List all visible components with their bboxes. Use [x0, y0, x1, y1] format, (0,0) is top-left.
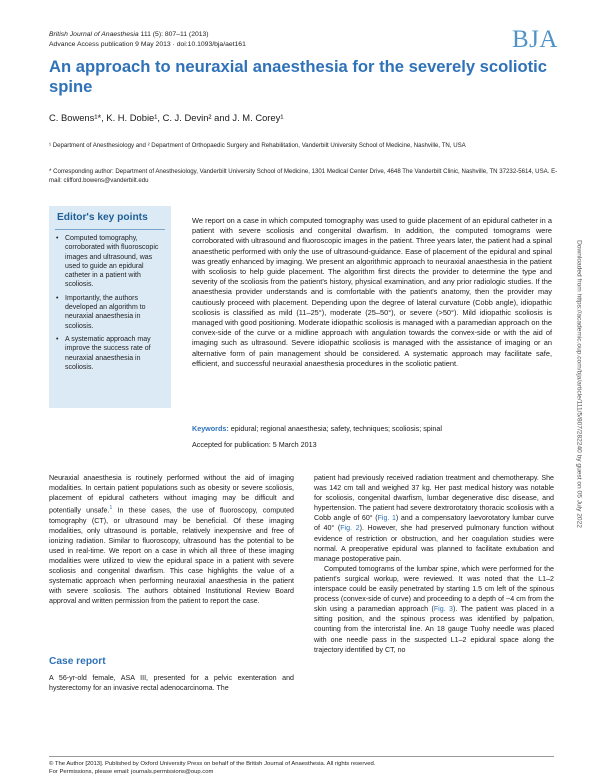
author-list: C. Bowens¹*, K. H. Dobie¹, C. J. Devin² and J. M. Corey¹: [49, 112, 284, 123]
keywords-text: epidural; regional anaesthesia; safety, techniques; scoliosis; spinal: [228, 424, 442, 433]
key-points-box: [49, 206, 171, 408]
journal-volume: 111 (5): 807–11 (2013): [138, 31, 209, 38]
body-column-left: [49, 473, 294, 607]
body-paragraph: Neuraxial anaesthesia is routinely performed without the aid of imaging modalities. In certain patient populations such as obesity or severe scoliosis, placement of epidural catheters without imaging may be difficult and potentially unsafe.$^1$ In these cases, the use of fluoroscopy, computed tomography (CT), or ultrasound may be beneficial. Of these imaging modalities, only ultrasound is portable, relatively inexpensive and free of ionizing radiation. Similar to fluoroscopy, ultrasound has the potential to be used in real-time. We report on a case in which all three of these imaging modalities were utilized to view the epidural space in a patient with severe scoliosis and congenital dwarfism. This case highlights the value of a systematic approach when performing neuraxial anaesthesia in the patient with severe scoliosis. The authors obtained Institutional Review Board approval and written permission from the patient to report the case.: [49, 474, 294, 606]
body-column-right: [314, 473, 554, 655]
journal-name: British Journal of Anaesthesia: [49, 31, 139, 38]
key-point-item: • Computed tomography, corroborated with fluoroscopic images and ultrasound, was used to guide an epidural catheter in a patient with scoliosis.: [55, 234, 167, 290]
journal-header: [49, 30, 246, 49]
copyright-line: © The Author [2013]. Published by Oxford University Press on behalf of the British Journal of Anaesthesia. All rights reserved.: [49, 761, 376, 767]
corresponding-author: * Corresponding author: Department of Anesthesiology, Vanderbilt University School of Medicine, 1301 Medical Center Drive, 4648 The Vanderbilt Clinic, Nashville, TN 37232-5614, USA. E-mail: clifford.bowens@vanderbilt.edu: [49, 168, 558, 185]
key-points-heading: Editor's key points: [57, 212, 148, 223]
reference-link[interactable]: 1: [109, 505, 113, 512]
abstract: We report on a case in which computed tomography was used to guide placement of an epidural catheter in a patient with severe scoliosis and congenital dwarfism. In addition, the computed tomograms were corroborated with ultrasound and fluoroscopic images in the patient. Three years later, the patient had a spinal anaesthetic performed with only the use of ultrasound-guidance. Ease of placement of the epidural and spinal was greatly enhanced by imaging. We present an algorithmic approach to neuraxial anaesthesia in the patient with scoliosis to help guide placement. The algorithm first directs the provider to determine the type and severity of the scoliosis from the patient's history, physical examination, and any prior radiologic studies. If the anaesthesia provider understands and is comfortable with the patient's anatomy, then the provider may cautiously proceed with placement. Depending upon the degree of lateral curvature (Cobb angle), idiopathic scoliosis is classified as mild (11–25°), moderate (25–50°), or severe (>50°). Mild idiopathic scoliosis is managed with good positioning. Moderate idiopathic scoliosis is managed with a paramedian approach on the convex-side of the curve or a midline approach with angulation towards the convex-side or with the aid of imaging such as ultrasound. Severe idiopathic scoliosis is managed with the assistance of imaging or an alternative form of pain management should be considered. A systematic approach may facilitate safe, efficient, and successful neuraxial anaesthesia procedures in the scoliotic patient.: [192, 216, 552, 368]
key-points-divider: [55, 229, 165, 230]
body-paragraph: A 56-yr-old female, ASA III, presented for a pelvic exenteration and hysterectomy for an invasive rectal adenocarcinoma. The: [49, 674, 294, 693]
article-title: An approach to neuraxial anaesthesia for the severely scoliotic spine: [49, 57, 547, 96]
section-heading-case-report: Case report: [49, 656, 106, 667]
body-paragraph: Computed tomograms of the lumbar spine, which were performed for the patient's surgical workup, were reviewed. It was noted that the L1–2 interspace could be easily penetrated by starting 1.5 cm left of the spinous process (convex-side of curve) and proceeding to a depth of ~4 cm from the skin using a paramedian approach (Fig. 3). The patient was placed in a sitting position, and the spinous process was identified by palpation, counting from the intercristal line. An 18 gauge Tuohy needle was placed with one needle pass in the suspected L1–2 epidural space along the trajectory identified by CT, no: [314, 564, 554, 654]
key-points-list: [55, 234, 167, 376]
download-watermark-text: Downloaded from https://academic.oup.com/bja/article/111/5/807/282240 by guest on 05 July 2022: [575, 240, 583, 528]
accepted-date: Accepted for publication: 5 March 2013: [192, 440, 317, 449]
key-point-item: • Importantly, the authors developed an algorithm to neuraxial anaesthesia in scoliosis.: [55, 294, 167, 331]
journal-logo: BJA: [512, 26, 558, 53]
keywords-label: Keywords:: [192, 424, 229, 433]
footer-divider: [49, 756, 554, 757]
figure-link[interactable]: Fig. 3: [433, 605, 453, 614]
body-paragraph: patient had previously received radiation treatment and chemotherapy. She was 142 cm tall and weighed 37 kg. Her past medical history was notable for scoliosis, congenital dwarfism, lumbar degenerative disc disease, and hypertension. The patient had severe dextrorotatory thoracic scoliosis with a Cobb angle of 60° (Fig. 1) and a compensatory laevorotatory lumbar curve of 40° (Fig. 2). However, she had preserved pulmonary function without evidence of restriction or obstruction, and her coagulation studies were normal. A preoperative epidural was planned to facilitate extubation and manage postoperative pain.: [314, 474, 554, 563]
keywords: [192, 424, 552, 433]
affiliation: ¹ Department of Anesthesiology and ² Department of Orthopaedic Surgery and Rehabilitation, Vanderbilt University School of Medicine, Nashville, TN, USA: [49, 142, 466, 149]
permissions-line: For Permissions, please email: journals.permissions@oup.com: [49, 769, 214, 775]
figure-link[interactable]: Fig. 2: [340, 524, 360, 533]
copyright-footer: [49, 760, 375, 776]
figure-link[interactable]: Fig. 1: [377, 514, 396, 523]
journal-doi-line: Advance Access publication 9 May 2013 · doi:10.1093/bja/aet161: [49, 40, 246, 48]
key-point-item: • A systematic approach may improve the success rate of neuraxial anaesthesia in scoliosis.: [55, 335, 167, 372]
